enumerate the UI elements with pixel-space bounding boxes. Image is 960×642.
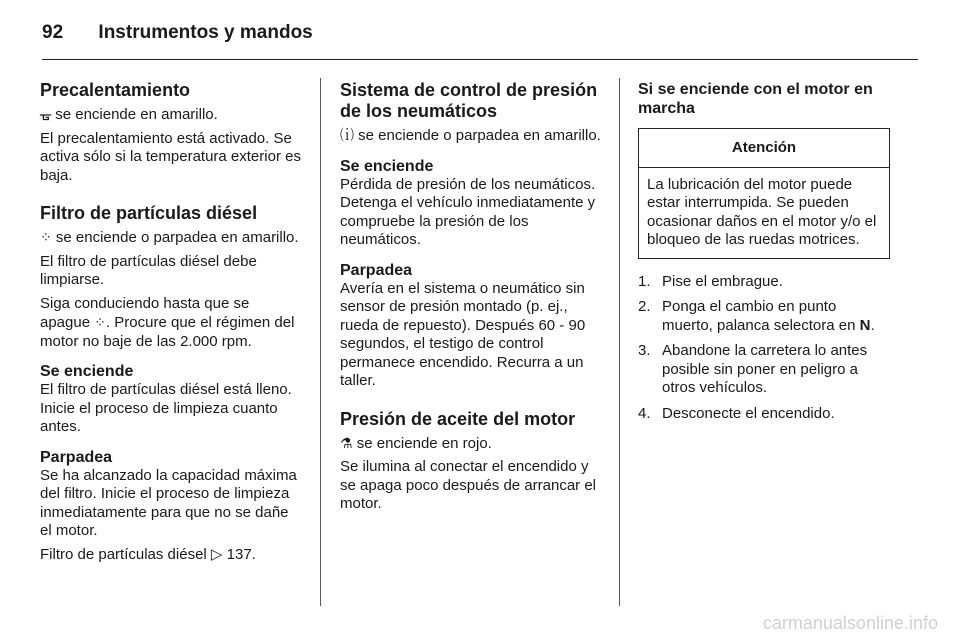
- column-3: [638, 80, 890, 430]
- paragraph: El precalentamiento está activado. Se activa sólo si la temperatura exterior es baja.: [40, 129, 301, 184]
- cross-reference[interactable]: Filtro de partículas diésel ▷ 137.: [40, 545, 256, 563]
- column-divider: [320, 78, 321, 606]
- heading-presion-neumaticos: Sistema de control de presión de los neumáticos: [340, 80, 598, 121]
- paragraph: Pérdida de presión de los neumáticos. Detenga el vehículo inmediatamente y compruebe la presión de los neumáticos.: [340, 175, 596, 248]
- paragraph: El filtro de partículas diésel está lleno. Inicie el proceso de limpieza cuanto antes.: [40, 381, 292, 435]
- paragraph: ⁘ se enciende o parpadea en amarillo.: [40, 229, 299, 246]
- column-divider: [619, 78, 620, 606]
- subheading-se-enciende: Se enciende: [40, 363, 134, 380]
- subheading-parpadea: Parpadea: [340, 261, 413, 279]
- subheading-se-enciende: Se enciende: [340, 157, 434, 175]
- list-item: 3. Abandone la carretera lo antes posible sin poner en peligro a otros vehículos.: [638, 342, 868, 396]
- heading-presion-aceite: Presión de aceite del motor: [340, 408, 576, 429]
- steps-list: [638, 273, 890, 424]
- paragraph: Se ha alcanzado la capacidad máxima del filtro. Inicie el proceso de limpieza inmediatamente para que no se dañe el motor.: [40, 466, 297, 539]
- column-1: [40, 80, 302, 569]
- heading-filtro: Filtro de partículas diésel: [40, 203, 258, 223]
- subheading-parpadea: Parpadea: [40, 448, 113, 466]
- particle-filter-icon: ⁘: [94, 314, 106, 330]
- list-item: 4. Desconecte el encendido.: [638, 404, 835, 422]
- attention-title: Atención: [639, 129, 889, 168]
- paragraph: ᚗ se enciende en amarillo.: [40, 106, 218, 123]
- tire-pressure-icon: ⒤: [340, 127, 354, 143]
- paragraph: Siga conduciendo hasta que se apague ⁘. Procure que el régimen del motor no baje de las 2.000 rpm.: [40, 294, 295, 350]
- page-header: [42, 22, 313, 44]
- list-item: 2. Ponga el cambio en punto muerto, palanca selectora en N.: [638, 298, 875, 334]
- paragraph: ⒤ se enciende o parpadea en amarillo.: [340, 127, 601, 144]
- page-number: 92: [42, 22, 64, 43]
- header-rule: [42, 59, 918, 60]
- heading-precalentamiento: Precalentamiento: [40, 80, 191, 100]
- particle-filter-icon: ⁘: [40, 229, 52, 245]
- page-title: Instrumentos y mandos: [98, 22, 313, 43]
- glow-plug-icon: ᚗ: [40, 106, 52, 122]
- paragraph: ⚗ se enciende en rojo.: [340, 434, 492, 452]
- watermark: carmanualsonline.info: [762, 613, 938, 633]
- list-item: 1. Pise el embrague.: [638, 272, 783, 290]
- attention-box: [638, 128, 890, 259]
- page-ref-arrow-icon: ▷: [210, 545, 223, 563]
- paragraph: Se ilumina al conectar el encendido y se apaga poco después de arrancar el motor.: [340, 458, 597, 512]
- attention-text: La lubricación del motor puede estar interrumpida. Se pueden ocasionar daños en el motor y/o el bloqueo de las ruedas motrices.: [647, 175, 877, 248]
- paragraph: El filtro de partículas diésel debe limpiarse.: [40, 252, 257, 288]
- paragraph: Avería en el sistema o neumático sin sensor de presión montado (p. ej., rueda de repuesto). Después 60 - 90 segundos, el testigo de control permanece encendido. Recurra a un taller.: [340, 279, 586, 389]
- column-2: [340, 80, 604, 519]
- heading-motor-en-marcha: Si se enciende con el motor en marcha: [638, 81, 873, 117]
- oil-can-icon: ⚗: [340, 434, 353, 451]
